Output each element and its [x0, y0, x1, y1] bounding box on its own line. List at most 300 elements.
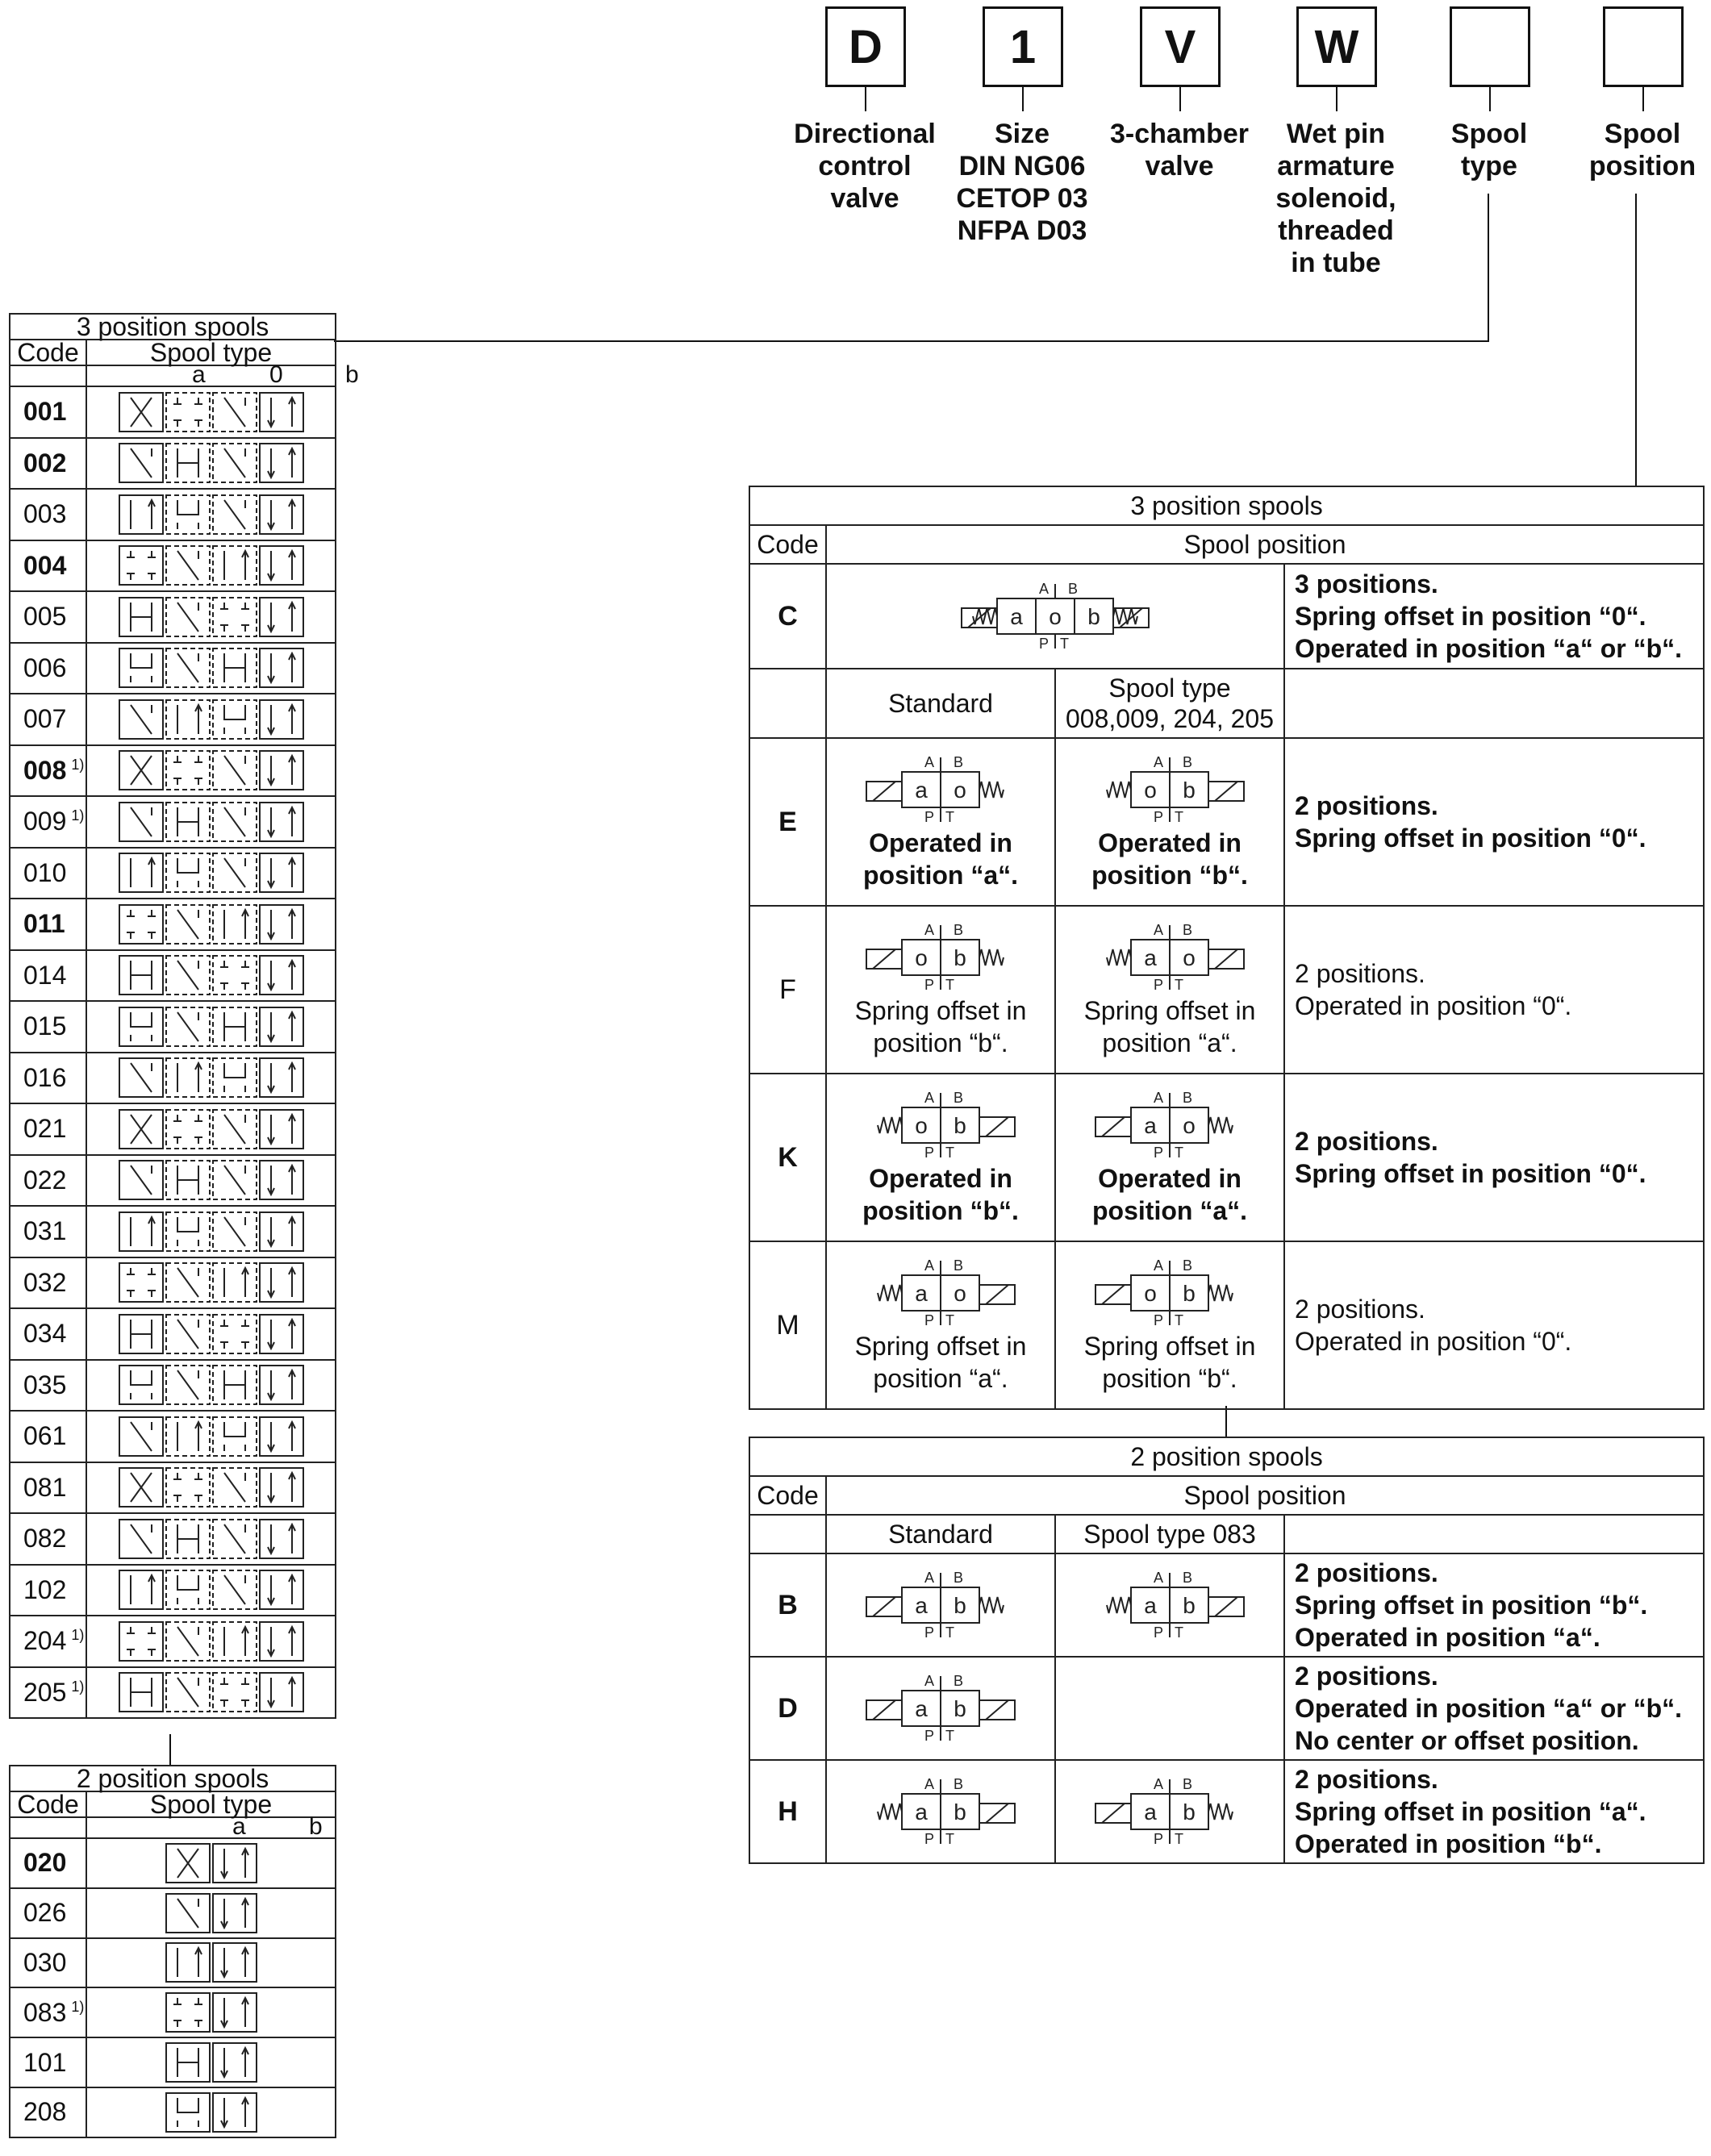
- spool-path: [131, 398, 152, 427]
- spool-path: [224, 705, 245, 734]
- spool-symbol-cell: [86, 796, 336, 848]
- spool-path: [177, 1063, 202, 1092]
- table-row[interactable]: [10, 1103, 336, 1155]
- table-row[interactable]: [10, 1667, 336, 1719]
- valve-symbol: [1075, 1091, 1265, 1162]
- spool-path: [268, 551, 295, 580]
- table-row[interactable]: [749, 1241, 1704, 1409]
- spring: [973, 608, 997, 624]
- valve-box-label: b: [954, 945, 966, 970]
- spool-path: [224, 807, 245, 836]
- table-row[interactable]: [10, 1838, 336, 1888]
- table-row[interactable]: [10, 1257, 336, 1309]
- port-label: A: [924, 1091, 935, 1106]
- port-label: P: [1154, 1624, 1164, 1641]
- spool-path: [220, 1320, 249, 1349]
- port-label: T: [945, 1624, 954, 1641]
- spool-symbol-cell: [86, 540, 336, 592]
- spool-box: [260, 956, 303, 995]
- spool-path: [224, 1166, 245, 1195]
- table-row[interactable]: [749, 906, 1704, 1074]
- table-row[interactable]: [10, 950, 336, 1002]
- spool-box: [213, 1894, 257, 1933]
- spool-symbol-cell: [86, 1155, 336, 1207]
- spool-box: [213, 598, 257, 636]
- spool-path: [177, 1268, 198, 1297]
- table-row[interactable]: [10, 2087, 336, 2137]
- symbol-cell: [826, 738, 1055, 906]
- table-row[interactable]: [10, 643, 336, 694]
- port-label: P: [924, 977, 935, 993]
- spool-path: [220, 961, 249, 990]
- spool-path: [131, 1524, 152, 1553]
- label-spool-type: Spool type: [1450, 119, 1528, 181]
- col-spool-position: Spool position: [826, 525, 1704, 564]
- port-label: A: [1154, 1259, 1164, 1274]
- symbol-cell: [826, 1074, 1055, 1241]
- spool-code-text: 014: [23, 960, 67, 990]
- symbol-cell: [826, 1657, 1055, 1760]
- position-code: M: [749, 1241, 826, 1409]
- position-code: E: [749, 738, 826, 906]
- valve-symbol: [845, 1674, 1036, 1745]
- table-row[interactable]: [10, 489, 336, 540]
- spool-symbol-cell: [86, 1001, 336, 1053]
- spool-path: [131, 603, 152, 632]
- position-description: 2 positions. Operated in position “0“.: [1284, 906, 1704, 1074]
- spool-path: [131, 1320, 152, 1349]
- table-row[interactable]: [10, 386, 336, 438]
- spool-box: [260, 393, 303, 432]
- spool-symbol-cell: [86, 1888, 336, 1938]
- solenoid-slash: [986, 1285, 1008, 1304]
- spool-path: [224, 1473, 245, 1502]
- spool-path: [224, 1115, 245, 1144]
- spool-path: [131, 705, 152, 734]
- position-labels: [86, 361, 359, 388]
- spool-box: [260, 1570, 303, 1609]
- spool-symbol-cell: [86, 1565, 336, 1616]
- port-label: P: [924, 809, 935, 825]
- spool-symbol-cell: [86, 386, 336, 438]
- valve-box-label: a: [915, 1696, 928, 1721]
- spool-path: [177, 1524, 198, 1553]
- spool-path: [173, 756, 202, 785]
- spool-code: [10, 848, 86, 899]
- spool-code-text: 016: [23, 1062, 67, 1092]
- spool-code-text: 008: [23, 755, 67, 785]
- spool-symbol-cell: [86, 1308, 336, 1360]
- spring: [878, 1117, 902, 1133]
- position-code: H: [749, 1760, 826, 1863]
- spool-path: [177, 2048, 198, 2077]
- table-title: 2 position spools: [749, 1437, 1704, 1476]
- port-label: A: [1154, 756, 1164, 770]
- spool-code-text: 011: [23, 909, 65, 939]
- spool-code-text: 102: [23, 1574, 67, 1604]
- spool-code: [10, 1565, 86, 1616]
- spool-box: [119, 905, 163, 944]
- spool-box: [260, 853, 303, 892]
- table-row[interactable]: [10, 1888, 336, 1938]
- spool-box: [260, 1007, 303, 1046]
- spool-path: [224, 398, 245, 427]
- spool-code-text: 082: [23, 1524, 67, 1553]
- spool-path: [268, 705, 295, 734]
- spool-code-text: 035: [23, 1370, 67, 1399]
- spool-path: [177, 1320, 198, 1349]
- spool-symbol: [165, 1892, 258, 1934]
- spool-symbol: [118, 1211, 305, 1253]
- footnote-marker: 1): [71, 1627, 85, 1644]
- symbol-cell: [1055, 1553, 1284, 1657]
- spool-path: [127, 1268, 156, 1297]
- spool-symbol: [118, 852, 305, 894]
- spool-path: [268, 603, 295, 632]
- spool-code: [10, 1987, 86, 2037]
- spool-symbol: [118, 1108, 305, 1150]
- spool-path: [268, 1370, 295, 1399]
- spool-path: [224, 1575, 245, 1604]
- spool-symbol-cell: [86, 899, 336, 950]
- label-solenoid: Wet pin armature solenoid, threaded in tube: [1275, 119, 1396, 278]
- port-label: A: [1039, 582, 1050, 597]
- spool-path: [224, 500, 245, 529]
- position-code: K: [749, 1074, 826, 1241]
- spool-symbol: [118, 647, 305, 689]
- spool-path: [131, 858, 155, 887]
- spool-code: [10, 1155, 86, 1207]
- spool-symbol: [118, 1261, 305, 1303]
- spool-box: [260, 1622, 303, 1661]
- valve-box-label: b: [1183, 778, 1196, 803]
- symbol-cell: [1055, 1657, 1284, 1760]
- spool-symbol-cell: [86, 438, 336, 490]
- spool-path: [177, 1678, 198, 1707]
- table-row[interactable]: [10, 1616, 336, 1667]
- table-row[interactable]: [10, 848, 336, 899]
- spool-box: [213, 2093, 257, 2132]
- table-row[interactable]: [749, 1553, 1704, 1657]
- table-row[interactable]: [10, 2037, 336, 2087]
- solenoid-slash: [1102, 1285, 1125, 1304]
- valve-symbol: [845, 1259, 1036, 1330]
- table-row[interactable]: [10, 591, 336, 643]
- spool-symbol: [118, 1416, 305, 1457]
- valve-box-label: a: [1144, 1593, 1157, 1618]
- spool-box: [260, 598, 303, 636]
- spool-code-text: 204: [23, 1626, 67, 1656]
- port-label: A: [924, 1259, 935, 1274]
- spool-code-text: 001: [23, 397, 67, 427]
- port-label: T: [1175, 1312, 1183, 1328]
- spool-path: [224, 1217, 245, 1246]
- table-row[interactable]: [10, 1001, 336, 1053]
- spool-symbol-cell: [86, 848, 336, 899]
- spool-code: [10, 591, 86, 643]
- table-row[interactable]: [10, 1938, 336, 1988]
- valve-box-label: b: [954, 1593, 966, 1618]
- spool-path: [177, 653, 198, 682]
- spool-box: [260, 1366, 303, 1404]
- spool-box: [166, 1417, 210, 1456]
- spool-path: [268, 1678, 295, 1707]
- solenoid-slash: [986, 1117, 1008, 1136]
- spool-code-text: 002: [23, 448, 67, 477]
- port-label: A: [1154, 1571, 1164, 1586]
- table-row[interactable]: [10, 1513, 336, 1565]
- symbol-cell: [826, 1241, 1055, 1409]
- spool-box: [119, 1622, 163, 1661]
- table-row[interactable]: [10, 796, 336, 848]
- spool-box: [166, 1943, 210, 1982]
- spool-path: [268, 910, 295, 939]
- row-code-c: C: [749, 564, 826, 669]
- port-label: B: [1183, 924, 1193, 938]
- port-label: A: [924, 756, 935, 770]
- position-code: B: [749, 1553, 826, 1657]
- spool-path: [224, 1268, 248, 1297]
- spool-path: [268, 756, 295, 785]
- spool-code-text: 030: [23, 1947, 67, 1977]
- spool-path: [131, 1217, 155, 1246]
- spool-box: [260, 1315, 303, 1353]
- position-label: 0: [269, 361, 283, 388]
- spool-code: [10, 643, 86, 694]
- valve-symbol: [1075, 756, 1265, 827]
- spool-path: [224, 448, 245, 477]
- spool-code-text: 081: [23, 1472, 67, 1502]
- table-row[interactable]: [10, 1308, 336, 1360]
- table-row[interactable]: [749, 1074, 1704, 1241]
- spool-symbol: [118, 544, 305, 586]
- spool-symbol: [118, 1057, 305, 1099]
- valve-box-label: b: [1183, 1281, 1196, 1306]
- symbol-cell: [826, 1760, 1055, 1863]
- solenoid-slash: [873, 949, 895, 969]
- spool-symbol-cell: [86, 1838, 336, 1888]
- table-row[interactable]: [10, 1987, 336, 2037]
- spool-box: [213, 1844, 257, 1883]
- spool-code: [10, 1616, 86, 1667]
- port-label: T: [1175, 977, 1183, 993]
- valve-box-label: a: [915, 1593, 928, 1618]
- table-row[interactable]: [10, 1360, 336, 1412]
- spool-symbol-cell: [86, 489, 336, 540]
- table-title: 2 position spools: [10, 1766, 336, 1791]
- spool-box: [119, 853, 163, 892]
- spring: [1107, 949, 1131, 965]
- valve-box-label: o: [915, 1113, 928, 1138]
- valve-symbol-3pos: [827, 582, 1283, 653]
- spool-path: [177, 961, 198, 990]
- spool-path: [268, 1320, 295, 1349]
- spool-path: [173, 398, 202, 427]
- spool-box: [213, 1943, 257, 1982]
- spool-box: [166, 751, 210, 790]
- spring: [1107, 1597, 1131, 1613]
- port-label: P: [1154, 809, 1164, 825]
- spool-box: [260, 444, 303, 482]
- spool-code-text: 208: [23, 2097, 67, 2127]
- table-row[interactable]: [749, 1760, 1704, 1863]
- position-label: a: [232, 1813, 246, 1840]
- position-description: 2 positions. Spring offset in position “a“. Operated in position “b“.: [1284, 1760, 1704, 1863]
- solenoid-slash: [986, 1804, 1008, 1823]
- valve-symbol: [1075, 1778, 1265, 1849]
- valve-box-label: b: [1087, 604, 1100, 629]
- spool-symbol: [118, 1569, 305, 1611]
- code-box-w: W: [1296, 6, 1377, 87]
- table-row[interactable]: [749, 1657, 1704, 1760]
- spool-path: [131, 653, 152, 682]
- table-row[interactable]: [10, 1053, 336, 1104]
- table-row[interactable]: [10, 899, 336, 950]
- port-label: B: [954, 1259, 964, 1274]
- table-row[interactable]: [10, 1565, 336, 1616]
- spool-path: [268, 1268, 295, 1297]
- spool-box: [119, 1570, 163, 1609]
- spool-path: [220, 1678, 249, 1707]
- spool-code: [10, 1838, 86, 1888]
- valve-symbol: [1075, 1259, 1265, 1330]
- spool-path: [177, 705, 202, 734]
- spool-box: [166, 1993, 210, 2032]
- port-label: T: [945, 809, 954, 825]
- spool-box: [260, 1263, 303, 1302]
- spool-symbol: [118, 801, 305, 843]
- spool-symbol-cell: [86, 1360, 336, 1412]
- spool-path: [177, 1575, 198, 1604]
- symbol-cell: [1055, 906, 1284, 1074]
- spool-code: [10, 1053, 86, 1104]
- spool-box: [119, 495, 163, 534]
- table-row[interactable]: [10, 745, 336, 797]
- code-box-1: 1: [983, 6, 1063, 87]
- table-row[interactable]: [10, 540, 336, 592]
- spool-path: [268, 1166, 295, 1195]
- spool-box: [260, 1161, 303, 1199]
- valve-box-label: a: [1144, 1799, 1157, 1824]
- spool-symbol-cell: [86, 1257, 336, 1309]
- spool-path: [224, 551, 248, 580]
- spool-path: [131, 1473, 152, 1502]
- position-label: b: [309, 1813, 323, 1840]
- spool-code: [10, 1462, 86, 1514]
- port-label: T: [1175, 1831, 1183, 1847]
- spool-path: [131, 1370, 152, 1399]
- table-row[interactable]: [10, 438, 336, 490]
- position-label: a: [192, 361, 206, 388]
- valve-symbol: [941, 582, 1170, 653]
- spool-symbol-cell: [86, 1938, 336, 1988]
- position-labels: [86, 1813, 336, 1840]
- table-row[interactable]: [10, 1155, 336, 1207]
- port-label: T: [945, 1145, 954, 1161]
- spool-box: [213, 546, 257, 585]
- spool-path: [268, 500, 295, 529]
- spool-code: [10, 1257, 86, 1309]
- table-row[interactable]: [749, 738, 1704, 906]
- port-label: B: [954, 924, 964, 938]
- port-label: B: [954, 1778, 964, 1792]
- table-row[interactable]: [10, 694, 336, 745]
- solenoid-slash: [873, 1597, 895, 1616]
- symbol-caption: Operated in position “a“.: [1092, 1164, 1247, 1225]
- spool-path: [177, 807, 198, 836]
- spool-symbol-cell: [86, 643, 336, 694]
- spool-code-text: 006: [23, 653, 67, 682]
- port-label: A: [1154, 1091, 1164, 1106]
- spool-path: [268, 858, 295, 887]
- spool-code: [10, 1206, 86, 1257]
- col-spool-type: Spool type: [86, 340, 336, 365]
- col-code: Code: [749, 525, 826, 564]
- spool-path: [268, 1217, 295, 1246]
- label-3-chamber: 3-chamber valve: [1110, 119, 1249, 181]
- solenoid-slash: [1215, 782, 1237, 801]
- valve-box-label: a: [915, 778, 928, 803]
- spool-box: [213, 1993, 257, 2032]
- valve-box-label: b: [954, 1113, 966, 1138]
- spool-symbol: [118, 1518, 305, 1560]
- subhead-standard: Standard: [826, 1515, 1055, 1553]
- spool-symbol-cell: [86, 2037, 336, 2087]
- spool-symbol: [118, 494, 305, 536]
- valve-box-label: a: [1144, 1113, 1157, 1138]
- valve-symbol: [845, 756, 1036, 827]
- table-row[interactable]: [10, 1411, 336, 1462]
- valve-box-label: a: [1010, 604, 1023, 629]
- spool-path: [268, 807, 295, 836]
- valve-symbol: [1075, 1571, 1265, 1642]
- spool-path: [173, 1115, 202, 1144]
- spool-symbol: [118, 1671, 305, 1713]
- valve-box-label: a: [915, 1281, 928, 1306]
- spool-path: [127, 551, 156, 580]
- symbol-caption: Spring offset in position “a“.: [1083, 996, 1256, 1057]
- spool-box: [119, 1263, 163, 1302]
- spool-symbol: [165, 1842, 258, 1884]
- spool-code-text: 022: [23, 1165, 67, 1195]
- spool-box: [260, 1673, 303, 1712]
- spool-path: [177, 1166, 198, 1195]
- spool-box: [260, 1520, 303, 1558]
- code-box-d: D: [825, 6, 906, 87]
- table-row[interactable]: [10, 1462, 336, 1514]
- spool-code-text: 101: [23, 2047, 67, 2077]
- position-code: F: [749, 906, 826, 1074]
- valve-box-label: b: [954, 1799, 966, 1824]
- col-code: Code: [10, 1791, 86, 1817]
- spool-box: [119, 1212, 163, 1251]
- spool-box: [260, 1417, 303, 1456]
- spool-code-text: 020: [23, 1848, 67, 1878]
- spool-symbol-cell: [86, 1053, 336, 1104]
- spool-box: [260, 648, 303, 687]
- spool-box: [213, 1673, 257, 1712]
- spool-path: [177, 1012, 198, 1041]
- spool-path: [224, 858, 245, 887]
- port-label: A: [924, 1674, 935, 1689]
- spool-path: [177, 910, 198, 939]
- spool-path: [221, 1849, 248, 1878]
- valve-symbol: [845, 1571, 1036, 1642]
- spool-symbol: [118, 1159, 305, 1201]
- port-label: P: [1154, 977, 1164, 993]
- spool-path: [131, 1166, 152, 1195]
- table-row[interactable]: [10, 1206, 336, 1257]
